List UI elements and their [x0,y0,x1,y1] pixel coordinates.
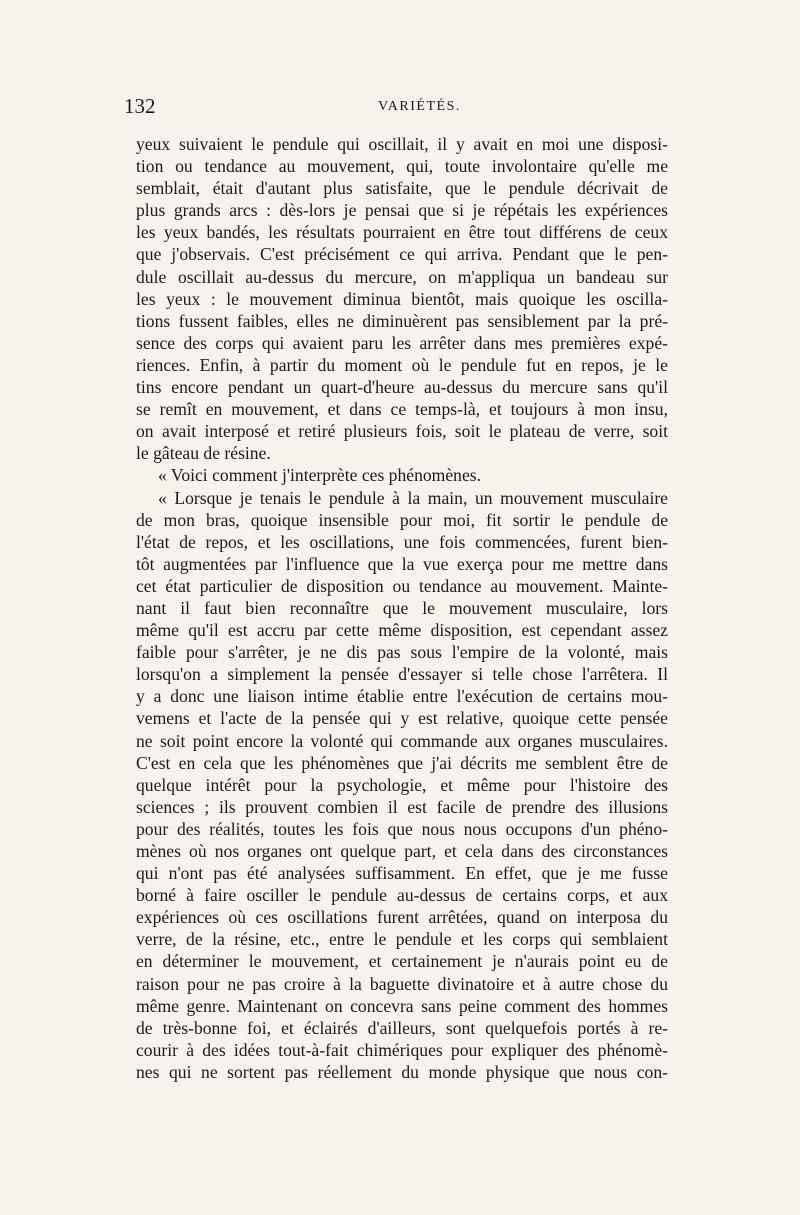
body-text [136,133,668,1083]
text-line: le gâteau de résine. [136,443,271,464]
text-line: se remît en mouvement, et dans ce temps-là, et toujours à mon insu, [136,399,668,420]
text-line: qui n'ont pas été analysées suffisamment. En effet, que je me fusse [136,863,668,884]
text-line: verre, de la résine, etc., entre le pendule et les corps qui semblaient [136,929,668,950]
text-line: faible pour s'arrêter, je ne dis pas sous l'empire de la volonté, mais [136,642,668,663]
text-line: quelque intérêt pour la psychologie, et même pour l'histoire des [136,774,668,795]
text-line: « Voici comment j'interprète ces phénomènes. [158,465,482,486]
text-line: mènes où nos organes ont quelque part, et cela dans des circonstances [136,841,668,861]
text-line: semblait, était d'autant plus satisfaite, que le pendule décrivait de [136,178,668,199]
text-line: plus grands arcs : dès-lors je pensai que si je répétais les expériences [136,200,668,221]
text-line: C'est en cela que les phénomènes que j'ai décrits me semblent être de [136,752,668,773]
text-line: riences. Enfin, à partir du moment où le pendule fut en repos, je le [136,354,668,375]
text-line: tins encore pendant un quart-d'heure au-dessus du mercure sans qu'il [136,377,668,398]
text-line: on avait interposé et retiré plusieurs fois, soit le plateau de verre, soit [136,421,668,442]
text-line: expériences où ces oscillations furent arrêtées, quand on interposa du [136,907,668,928]
text-line: vemens et l'acte de la pensée qui y est relative, quoique cette pensée [136,708,668,729]
text-line: y a donc une liaison intime établie entre l'exécution de certains mou- [136,686,668,707]
text-line: les yeux : le mouvement diminua bientôt, mais quoique les oscilla- [136,288,668,309]
text-line: tôt augmentées par l'influence que la vue exerça pour me mettre dans [136,553,668,574]
text-line: borné à faire osciller le pendule au-dessus de certains corps, et aux [136,885,668,906]
text-line: tion ou tendance au mouvement, qui, toute involontaire qu'elle me [136,156,668,177]
text-line: l'état de repos, et les oscillations, une fois commencées, furent bien- [136,531,668,552]
text-line: cet état particulier de disposition ou tendance au mouvement. Mainte- [136,575,668,596]
text-line: de très-bonne foi, et éclairés d'ailleurs, sont quelquefois portés à re- [136,1017,668,1038]
text-line: sence des corps qui avaient paru les arrêter dans mes premières expé- [136,332,668,353]
text-line: de mon bras, quoique insensible pour moi, fit sortir le pendule de [136,509,668,530]
page-header [124,94,672,122]
text-line: tions fussent faibles, elles ne diminuèrent pas sensiblement par la pré- [136,310,668,331]
page-number: 132 [124,94,156,118]
text-line: même qu'il est accru par cette même disposition, est cependant assez [136,620,668,641]
text-line: en déterminer le mouvement, et certainement je n'aurais point eu de [136,951,668,972]
text-line: courir à des idées tout-à-fait chimériques pour expliquer des phénomè- [136,1039,668,1060]
text-line: les yeux bandés, les résultats pourraient en être tout différens de ceux [136,222,668,243]
text-line: dule oscillait au-dessus du mercure, on m'appliqua un bandeau sur [136,266,668,287]
text-line: même genre. Maintenant on concevra sans peine comment des hommes [136,995,668,1016]
text-line: nant il faut bien reconnaître que le mouvement musculaire, lors [136,597,668,618]
text-line: « Lorsque je tenais le pendule à la main, un mouvement musculaire [158,487,668,508]
text-line: nes qui ne sortent pas réellement du monde physique que nous con- [136,1061,668,1082]
running-head: VARIÉTÉS. [378,99,461,114]
text-line: raison pour ne pas croire à la baguette divinatoire et à autre chose du [136,973,668,994]
text-line: que j'observais. C'est précisément ce qui arriva. Pendant que le pen- [136,244,668,265]
text-line: pour des réalités, toutes les fois que nous nous occupons d'un phéno- [136,818,668,839]
text-line: lorsqu'on a simplement la pensée d'essayer si telle chose l'arrêtera. Il [136,664,668,685]
text-line: ne soit point encore la volonté qui commande aux organes musculaires. [136,730,668,751]
text-line: yeux suivaient le pendule qui oscillait, il y avait en moi une disposi- [136,134,668,154]
text-line: sciences ; ils prouvent combien il est facile de prendre des illusions [136,796,668,817]
